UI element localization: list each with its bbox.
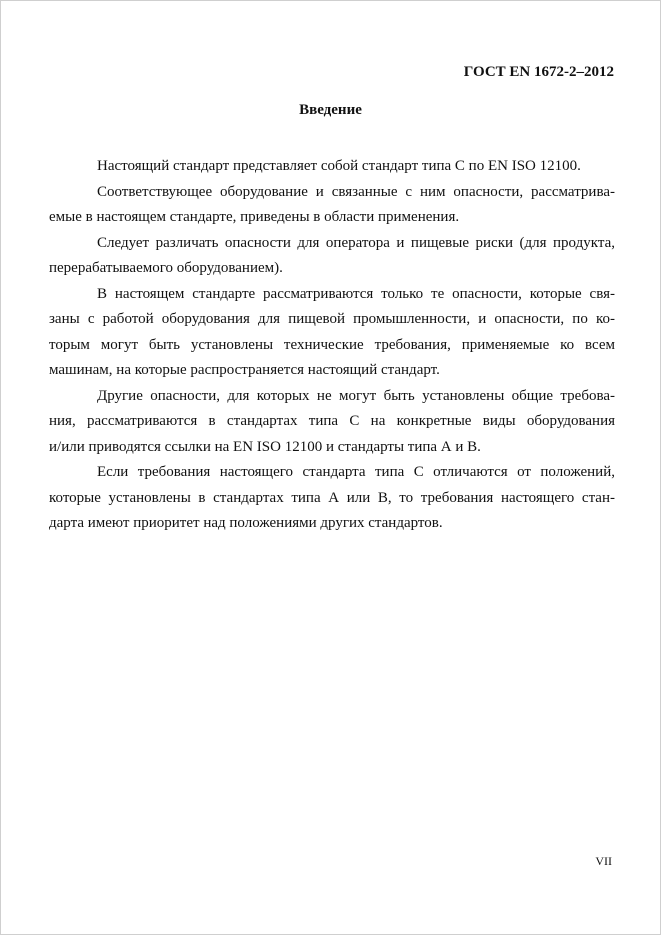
paragraph-requirements-priority (49, 460, 615, 537)
text-line: которые установлены в стандартах типа А или В, то требования настоящего стан- (49, 489, 615, 506)
text-line: дарта имеют приоритет над положениями других стандартов. (49, 515, 443, 531)
text-line: заны с работой оборудования для пищевой промышленности, и опасности, по ко- (49, 311, 615, 327)
document-code: ГОСТ EN 1672-2–2012 (463, 64, 614, 80)
text-line: Соответствующее оборудование и связанные с ним опасности, рассматрива- (97, 183, 615, 200)
section-title: Введение (299, 102, 362, 118)
text-line: В настоящем стандарте рассматриваются только те опасности, которые свя- (97, 285, 615, 302)
text-line: машинам, на которые распространяется настоящий стандарт. (49, 362, 440, 378)
page-number: VII (595, 854, 612, 868)
paragraph-other-hazards (49, 384, 615, 461)
text-line: Если требования настоящего стандарта типа С отличаются от положений, (97, 464, 615, 480)
paragraph-scope-type (49, 154, 615, 180)
text-line: ния, рассматриваются в стандартах типа С на конкретные виды оборудования (49, 413, 615, 429)
paragraph-equipment-hazards (49, 180, 615, 231)
text-line: торым могут быть установлены технические требования, применяемые ко всем (49, 336, 615, 353)
text-line: перерабатываемого оборудованием). (49, 260, 283, 276)
paragraph-operator-food-risks (49, 231, 615, 282)
text-line: и/или приводятся ссылки на EN ISO 12100 и стандарты типа А и В. (49, 438, 481, 455)
text-line: Другие опасности, для которых не могут быть установлены общие требова- (97, 387, 615, 404)
text-line: емые в настоящем стандарте, приведены в области применения. (49, 209, 460, 225)
text-line: Настоящий стандарт представляет собой стандарт типа С по EN ISO 12100. (97, 158, 581, 174)
paragraph-considered-hazards (49, 282, 615, 384)
text-line: Следует различать опасности для оператора и пищевые риски (для продукта, (97, 234, 615, 251)
introduction-body (49, 154, 615, 537)
